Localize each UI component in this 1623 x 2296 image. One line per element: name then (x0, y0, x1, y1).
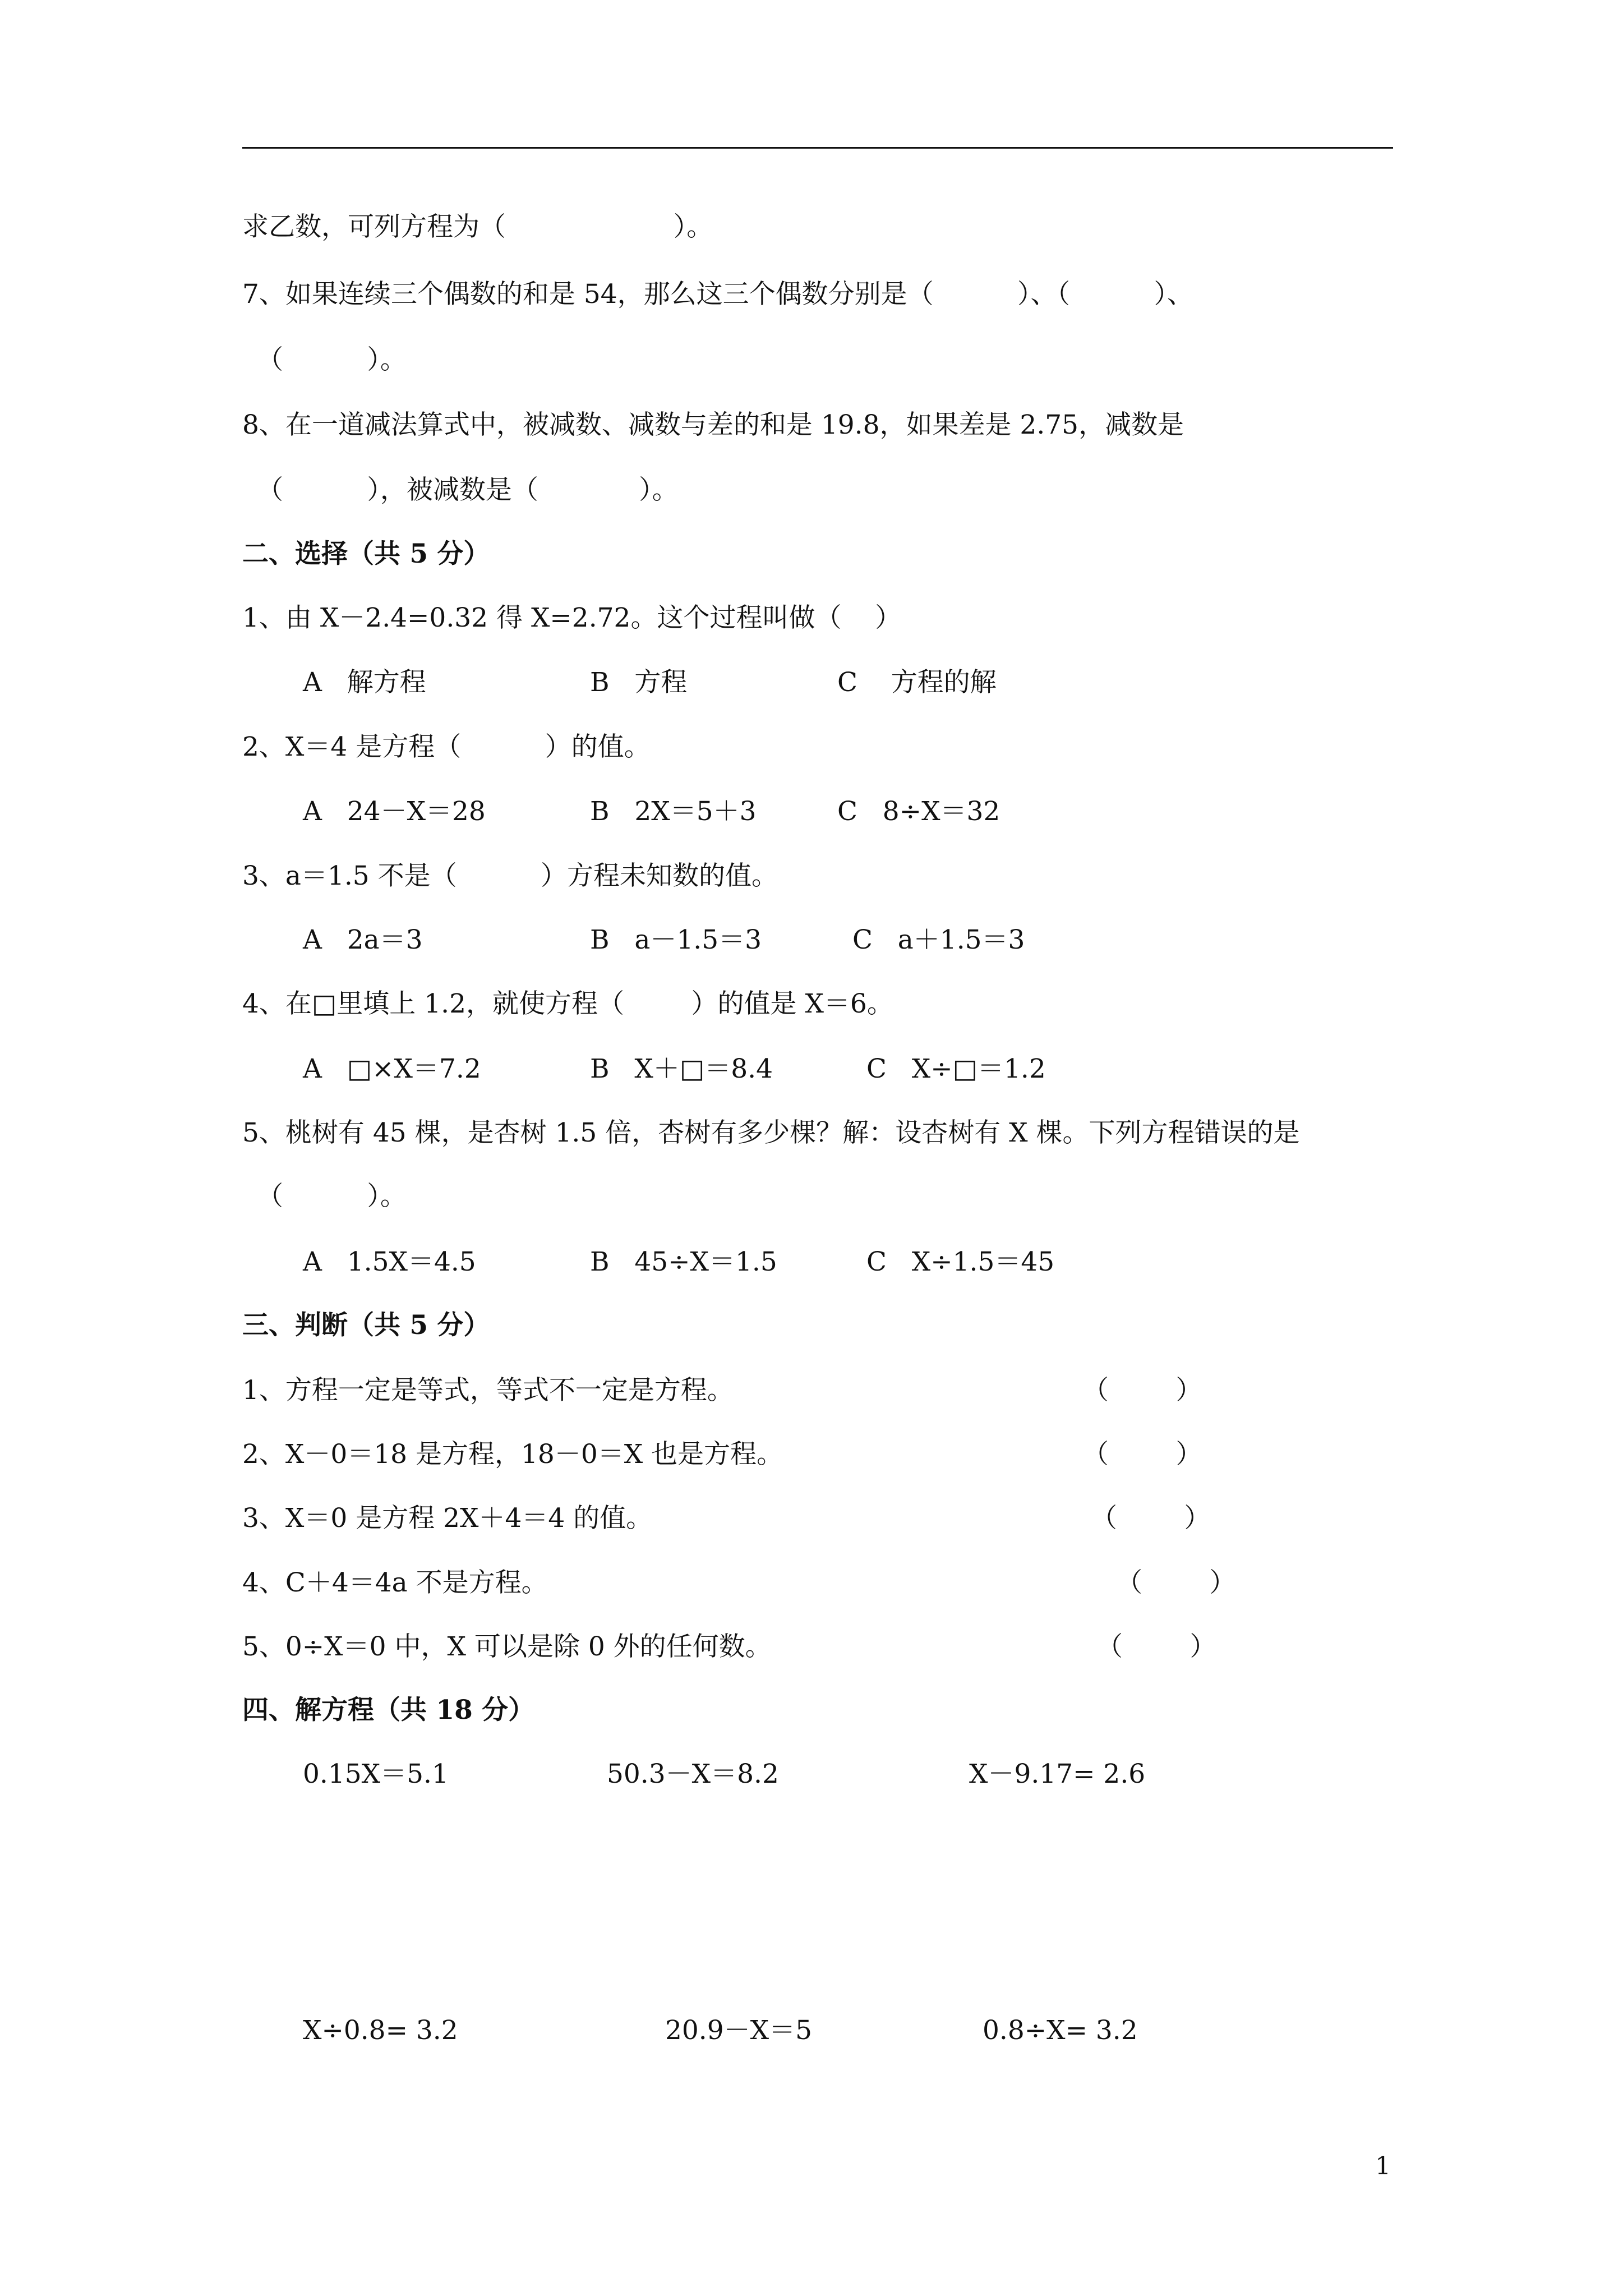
equation: 50.3－X＝8.2 (607, 1759, 779, 1789)
judge-item: 5、0÷X＝0 中，X 可以是除 0 外的任何数。 (242, 1631, 772, 1662)
judge-item: 3、X＝0 是方程 2X＋4＝4 的值。 (242, 1503, 653, 1534)
choice-option-a: A □×X＝7.2 (303, 1053, 481, 1084)
choice-option-a: A 24－X＝28 (303, 796, 486, 827)
equation: 20.9－X＝5 (665, 2015, 813, 2046)
answer-bracket: （ ） (1082, 1439, 1202, 1470)
choice-option-a: A 1.5X＝4.5 (303, 1246, 476, 1277)
section-title-choice: 二、选择（共 5 分） (242, 539, 490, 569)
header-rule (242, 147, 1393, 149)
answer-bracket: （ ） (1091, 1503, 1211, 1534)
question-8-cont: （ ），被减数是（ ）。 (257, 475, 679, 505)
judge-item: 1、方程一定是等式，等式不一定是方程。 (242, 1375, 734, 1406)
choice-option-a: A 解方程 (303, 667, 426, 698)
choice-question-5: 5、桃树有 45 棵，是杏树 1.5 倍，杏树有多少棵？解：设杏树有 X 棵。下列方程错误的是 (242, 1117, 1300, 1148)
choice-option-a: A 2a＝3 (303, 924, 423, 955)
choice-option-c: C a＋1.5＝3 (852, 924, 1025, 955)
judge-item: 2、X－0＝18 是方程，18－0＝X 也是方程。 (242, 1439, 783, 1470)
question-8: 8、在一道减法算式中，被减数、减数与差的和是 19.8，如果差是 2.75，减数是 (242, 409, 1184, 440)
equation: X÷0.8= 3.2 (303, 2015, 458, 2046)
question-7: 7、如果连续三个偶数的和是 54，那么这三个偶数分别是（ ）、（ ）、 (242, 279, 1193, 310)
answer-bracket: （ ） (1116, 1567, 1236, 1598)
choice-question-4: 4、在□里填上 1.2，就使方程（ ）的值是 X＝6。 (242, 988, 893, 1019)
choice-question-1: 1、由 X－2.4=0.32 得 X=2.72。这个过程叫做（ ） (242, 602, 902, 633)
choice-question-5-cont: （ ）。 (257, 1181, 407, 1212)
answer-bracket: （ ） (1096, 1631, 1216, 1662)
page-number: 1 (1375, 2152, 1391, 2180)
choice-question-2: 2、X＝4 是方程（ ）的值。 (242, 731, 651, 762)
equation: X－9.17= 2.6 (969, 1759, 1146, 1789)
section-title-judge: 三、判断（共 5 分） (242, 1310, 490, 1341)
choice-option-b: B 2X＝5＋3 (590, 796, 757, 827)
equation: 0.15X＝5.1 (303, 1759, 449, 1789)
choice-option-b: B X＋□＝8.4 (590, 1053, 773, 1084)
equation: 0.8÷X= 3.2 (983, 2015, 1138, 2046)
choice-option-c: C X÷1.5＝45 (866, 1246, 1055, 1277)
choice-option-b: B a－1.5＝3 (590, 924, 762, 955)
choice-option-b: B 45÷X＝1.5 (590, 1246, 777, 1277)
choice-question-3: 3、a＝1.5 不是（ ）方程未知数的值。 (242, 861, 778, 891)
choice-option-b: B 方程 (590, 667, 688, 698)
choice-option-c: C 8÷X＝32 (837, 796, 1000, 827)
question-7-cont: （ ）。 (257, 344, 407, 375)
section-title-solve: 四、解方程（共 18 分） (242, 1695, 535, 1726)
text-line: 求乙数，可列方程为（ ）。 (242, 211, 713, 242)
answer-bracket: （ ） (1082, 1375, 1202, 1406)
judge-item: 4、C＋4＝4a 不是方程。 (242, 1567, 548, 1598)
choice-option-c: C X÷□＝1.2 (866, 1053, 1046, 1084)
choice-option-c: C 方程的解 (837, 667, 997, 698)
